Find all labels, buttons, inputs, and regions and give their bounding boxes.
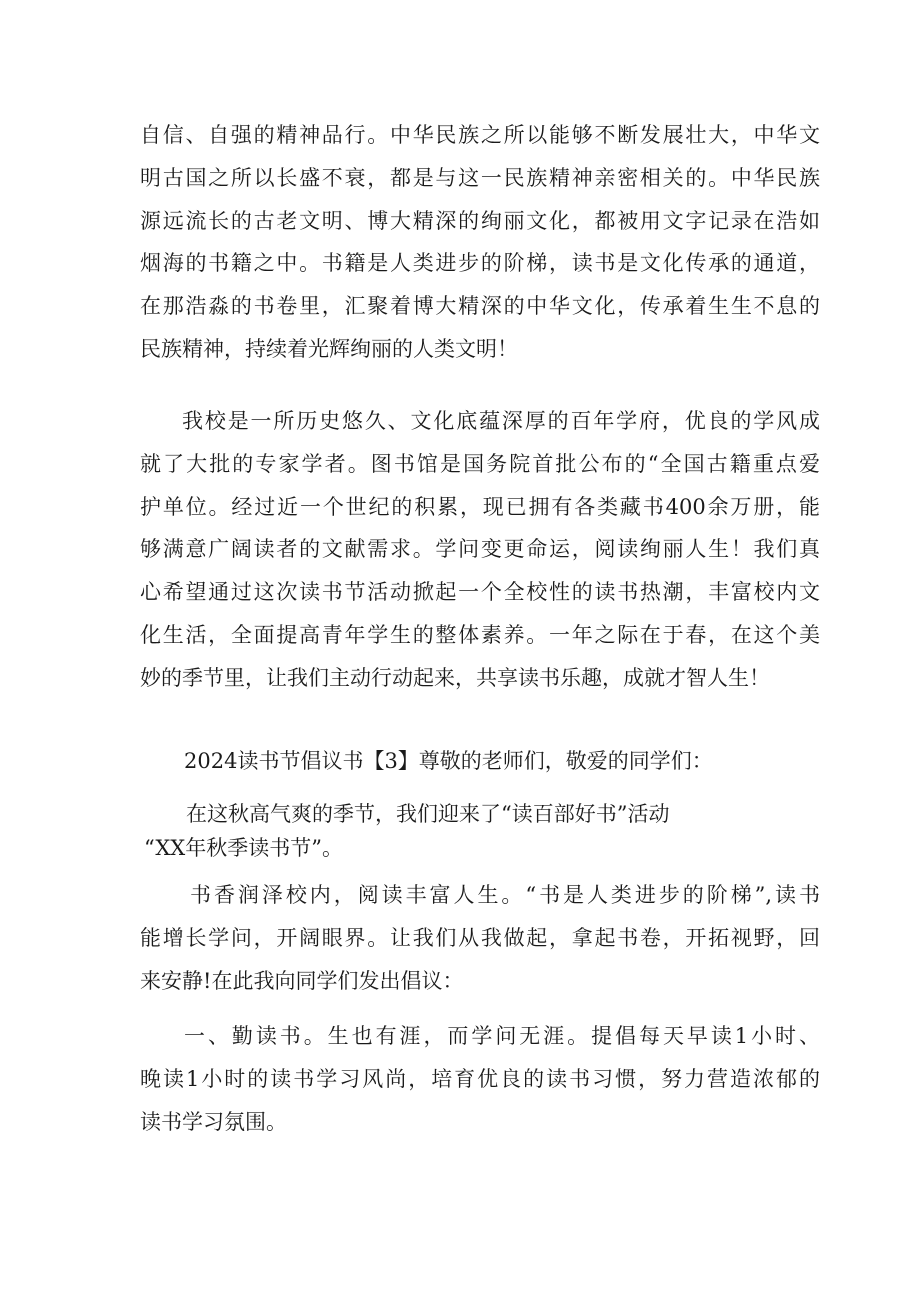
paragraph-1 [140, 114, 820, 371]
text-line: 自信、自强的精神品行。中华民族之所以能够不断发展壮大，中华文 [140, 123, 820, 147]
text-line: 2024读书节倡议书【3】尊敬的老师们，敬爱的同学们： [184, 749, 713, 773]
paragraph-3 [184, 740, 820, 783]
text-line: 护单位。经过近一个世纪的积累，现已拥有各类藏书400余万册，能 [140, 494, 820, 519]
text-line: 就了大批的专家学者。图书馆是国务院首批公布的“全国古籍重点爱 [140, 451, 820, 476]
text-line: 化生活，全面提高青年学生的整体素养。一年之际在于春，在这个美 [140, 622, 820, 647]
text-line: 烟海的书籍之中。书籍是人类进步的阶梯，读书是文化传承的通道， [140, 251, 820, 276]
text-line: “XX年秋季读书节”。 [144, 836, 343, 860]
text-line: 在这秋高气爽的季节，我们迎来了“读百部好书”活动 [186, 802, 670, 826]
text-line: 来安静!在此我向同学们发出倡议： [140, 968, 464, 993]
text-line: 在那浩淼的书卷里，汇聚着博大精深的中华文化，传承着生生不息的 [140, 294, 820, 319]
text-line: 够满意广阔读者的文献需求。学问变更命运，阅读绚丽人生！我们真 [140, 537, 820, 562]
paragraph-5 [140, 874, 820, 1002]
text-line: 我校是一所历史悠久、文化底蕴深厚的百年学府，优良的学风成 [182, 409, 820, 433]
paragraph-4 [140, 797, 820, 865]
text-line: 源远流长的古老文明、博大精深的绚丽文化，都被用文字记录在浩如 [140, 208, 820, 233]
paragraph-2 [140, 400, 820, 700]
text-line: 晚读1小时的读书学习风尚，培育优良的读书习惯，努力营造浓郁的 [140, 1066, 820, 1091]
text-line: 能增长学问，开阔眼界。让我们从我做起，拿起书卷，开拓视野，回 [140, 925, 820, 950]
text-line: 一、勤读书。生也有涯，而学问无涯。提倡每天早读1小时、 [184, 1024, 820, 1048]
text-line: 读书学习氛围。 [140, 1109, 287, 1134]
text-line: 妙的季节里，让我们主动行动起来，共享读书乐趣，成就才智人生！ [140, 665, 770, 690]
text-line: 书香润泽校内，阅读丰富人生。“书是人类进步的阶梯”,读书 [190, 883, 820, 907]
text-line: 民族精神，持续着光辉绚丽的人类文明！ [140, 336, 518, 361]
text-line: 心希望通过这次读书节活动掀起一个全校性的读书热潮，丰富校内文 [140, 580, 820, 605]
paragraph-6 [140, 1015, 820, 1143]
text-line: 明古国之所以长盛不衰，都是与这一民族精神亲密相关的。中华民族 [140, 165, 820, 190]
